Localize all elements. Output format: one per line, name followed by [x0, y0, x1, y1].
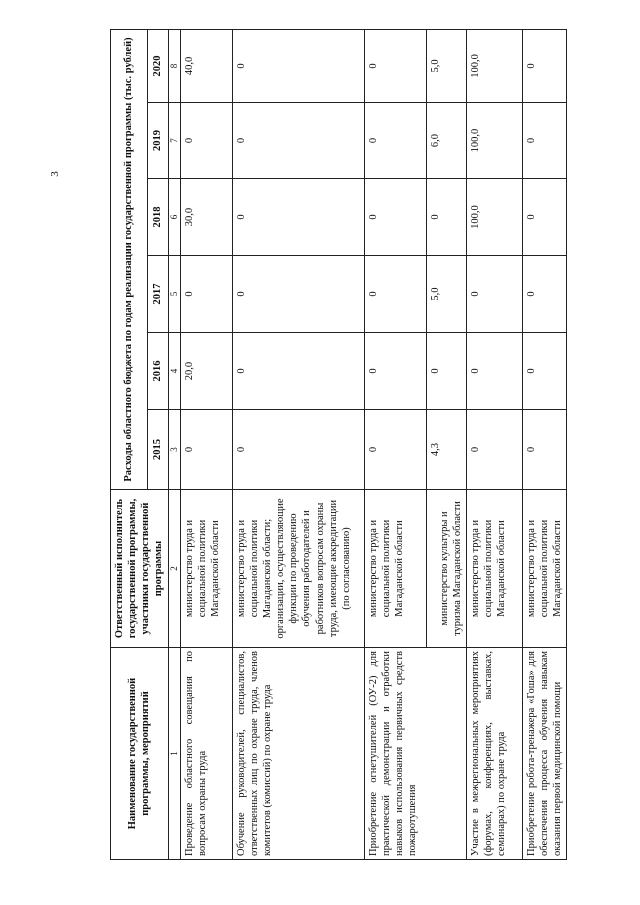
value-cell: 0	[232, 256, 364, 333]
table-row	[364, 29, 426, 859]
value-cell: 0	[364, 103, 426, 179]
value-cell: 0	[364, 179, 426, 256]
measure-name: Участие в межрегиональных мероприятиях (форумах, конференциях, выставках, семинарах) по охране труда	[466, 648, 522, 860]
value-cell: 0	[522, 179, 566, 256]
value-cell: 4,3	[426, 410, 466, 490]
column-number: 4	[168, 333, 180, 410]
table-row	[522, 29, 566, 859]
value-cell: 0	[364, 29, 426, 102]
executor: министерство труда и социальной политики Магаданской области	[180, 490, 232, 648]
value-cell: 0	[180, 256, 232, 333]
value-cell: 20,0	[180, 333, 232, 410]
header-year: 2017	[147, 256, 168, 333]
header-year: 2019	[147, 103, 168, 179]
page-number: 3	[48, 171, 61, 177]
value-cell: 5,0	[426, 29, 466, 102]
column-number: 6	[168, 179, 180, 256]
value-cell: 40,0	[180, 29, 232, 102]
executor: министерство труда и социальной политики Магаданской области	[522, 490, 566, 648]
measure-name: Приобретение огнетушителей (ОУ-2) для практической демонстрации и отработки навыков использования первичных средств пожаротушения	[364, 648, 466, 860]
value-cell: 0	[466, 410, 522, 490]
value-cell: 0	[364, 410, 426, 490]
header-year: 2020	[147, 29, 168, 102]
value-cell: 100,0	[466, 179, 522, 256]
value-cell: 100,0	[466, 29, 522, 102]
table-row	[232, 29, 364, 859]
rotated-table-container	[110, 30, 563, 860]
value-cell: 0	[426, 333, 466, 410]
value-cell: 0	[522, 333, 566, 410]
executor: министерство культуры и туризма Магаданской области	[426, 490, 466, 648]
column-number: 5	[168, 256, 180, 333]
value-cell: 0	[522, 29, 566, 102]
value-cell: 0	[466, 333, 522, 410]
table-row	[180, 29, 232, 859]
value-cell: 0	[466, 256, 522, 333]
header-year: 2018	[147, 179, 168, 256]
measure-name: Приобретение робота-тренажера «Гоша» для обеспечения процесса обучения навыкам оказания первой медицинской помощи	[522, 648, 566, 860]
header-year: 2015	[147, 410, 168, 490]
column-number: 3	[168, 410, 180, 490]
column-number: 8	[168, 29, 180, 102]
value-cell: 0	[364, 333, 426, 410]
value-cell: 0	[180, 103, 232, 179]
executor: министерство труда и социальной политики Магаданской области; организации, осуществляющие функции по проведению обучения работодателей и работников вопросам охраны труда, имеющие аккредитации (по согласованию)	[232, 490, 364, 648]
value-cell: 0	[364, 256, 426, 333]
value-cell: 5,0	[426, 256, 466, 333]
value-cell: 0	[522, 103, 566, 179]
measure-name: Проведение областного совещания по вопросам охраны труда	[180, 648, 232, 860]
value-cell: 0	[232, 333, 364, 410]
value-cell: 0	[232, 29, 364, 102]
header-expenses: Расходы областного бюджета по годам реализации государственной программы (тыс. рублей)	[111, 29, 148, 489]
value-cell: 100,0	[466, 103, 522, 179]
value-cell: 0	[232, 179, 364, 256]
expenses-table	[110, 29, 567, 860]
value-cell: 0	[522, 410, 566, 490]
header-year: 2016	[147, 333, 168, 410]
value-cell: 0	[426, 179, 466, 256]
value-cell: 6,0	[426, 103, 466, 179]
executor: министерство труда и социальной политики Магаданской области	[364, 490, 426, 648]
value-cell: 0	[180, 410, 232, 490]
value-cell: 30,0	[180, 179, 232, 256]
table-row	[466, 29, 522, 859]
measure-name: Обучение руководителей, специалистов, ответственных лиц по охране труда, членов комитетов (комиссий) по охране труда	[232, 648, 364, 860]
value-cell: 0	[232, 410, 364, 490]
executor: министерство труда и социальной политики Магаданской области	[466, 490, 522, 648]
value-cell: 0	[232, 103, 364, 179]
value-cell: 0	[522, 256, 566, 333]
column-number: 7	[168, 103, 180, 179]
column-number: 2	[168, 490, 180, 648]
column-number: 1	[168, 648, 180, 860]
header-name: Наименование государственной программы, мероприятий	[111, 648, 169, 860]
header-executor: Ответственный исполнитель государственной программы, участники государственной программы	[111, 490, 169, 648]
